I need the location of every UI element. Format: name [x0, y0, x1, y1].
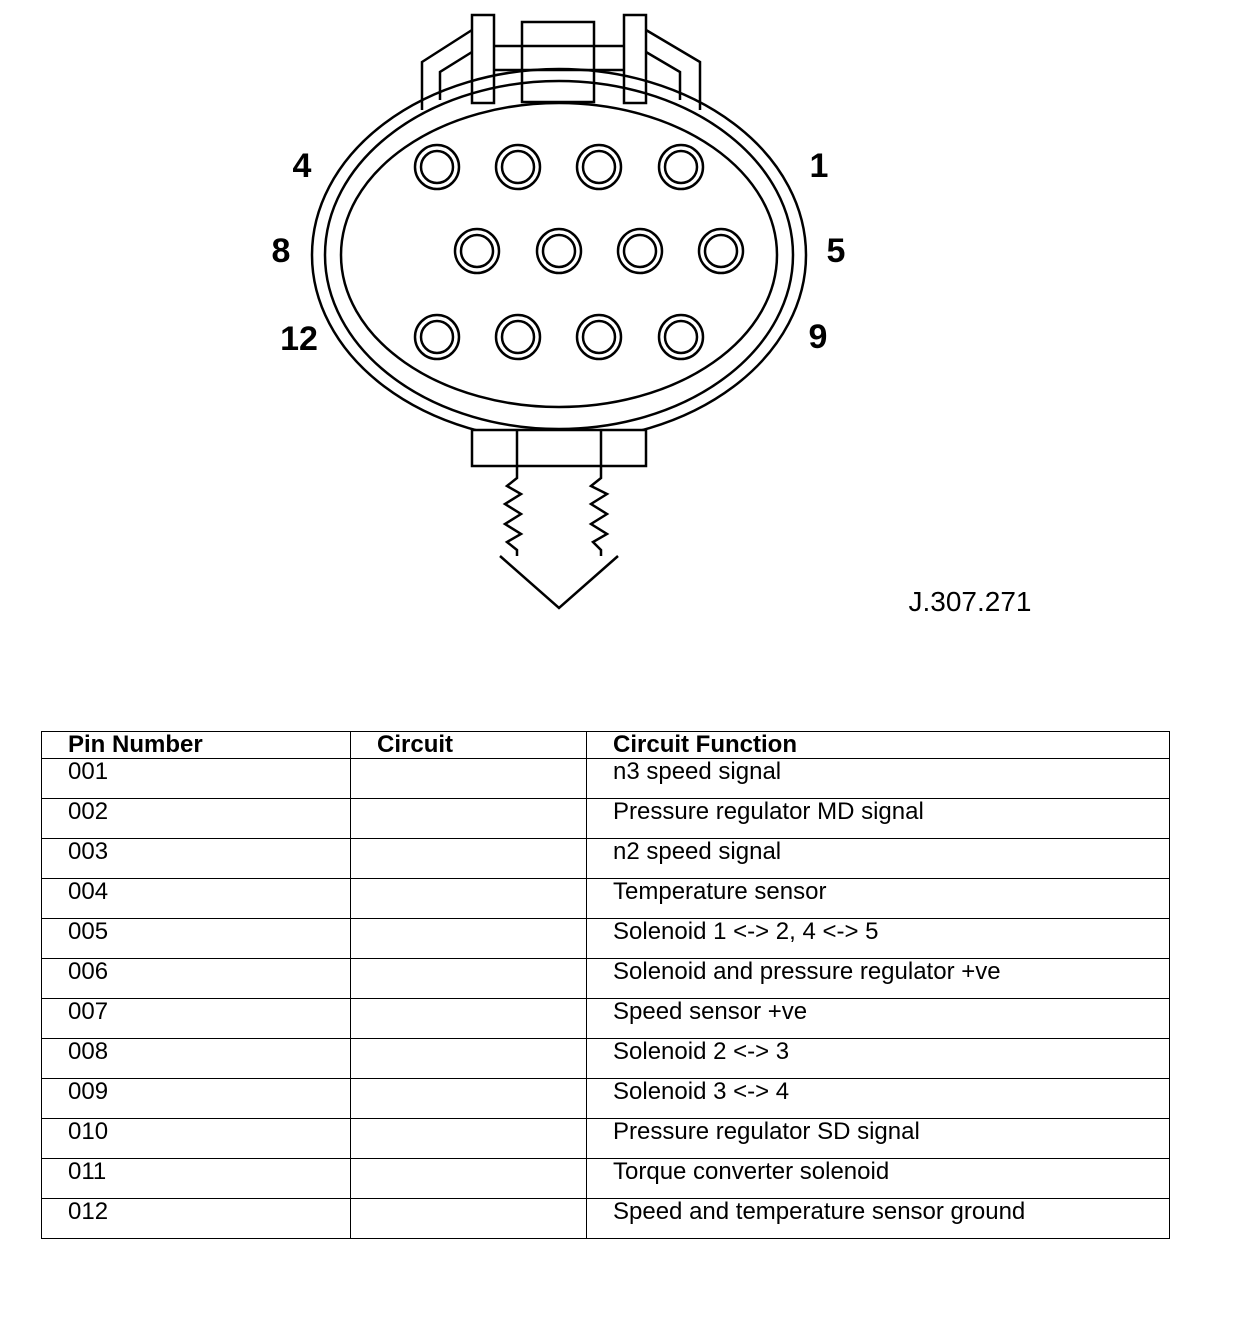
- cable-arrow: [500, 556, 618, 608]
- cable-boot: [472, 430, 646, 466]
- pin-number-cell: 010: [42, 1119, 351, 1159]
- pin-number-cell: 009: [42, 1079, 351, 1119]
- table-row: [42, 1199, 1170, 1239]
- pin-hole: [537, 229, 581, 273]
- housing-inner: [341, 103, 777, 407]
- circuit-cell: [351, 759, 587, 799]
- pin-label-4: 4: [292, 147, 312, 185]
- circuit-cell: [351, 1039, 587, 1079]
- header-circuit: Circuit: [351, 732, 587, 759]
- pin-number-cell: 004: [42, 879, 351, 919]
- wire-right: [591, 466, 607, 556]
- housing-outer: [312, 69, 806, 441]
- circuit-function-cell: Torque converter solenoid: [587, 1159, 1170, 1199]
- pin-hole: [455, 229, 499, 273]
- latch-left-wing: [422, 30, 472, 110]
- circuit-cell: [351, 879, 587, 919]
- table-row: [42, 959, 1170, 999]
- circuit-function-cell: Pressure regulator MD signal: [587, 799, 1170, 839]
- table-row: [42, 919, 1170, 959]
- wire-left: [505, 466, 521, 556]
- table-row: [42, 1079, 1170, 1119]
- pin-hole: [415, 315, 459, 359]
- table-row: [42, 839, 1170, 879]
- circuit-cell: [351, 1199, 587, 1239]
- pin-number-cell: 007: [42, 999, 351, 1039]
- circuit-function-cell: Solenoid 2 <-> 3: [587, 1039, 1170, 1079]
- housing-middle: [325, 81, 793, 429]
- pin-number-cell: 012: [42, 1199, 351, 1239]
- connector-body: [312, 15, 806, 608]
- pin-number-cell: 005: [42, 919, 351, 959]
- circuit-function-cell: Solenoid 1 <-> 2, 4 <-> 5: [587, 919, 1170, 959]
- header-pin-number: Pin Number: [42, 732, 351, 759]
- circuit-cell: [351, 959, 587, 999]
- circuit-function-cell: Solenoid and pressure regulator +ve: [587, 959, 1170, 999]
- pin-hole: [699, 229, 743, 273]
- pin-hole: [618, 229, 662, 273]
- table-row: [42, 879, 1170, 919]
- pin-hole: [659, 145, 703, 189]
- pin-number-cell: 011: [42, 1159, 351, 1199]
- pin-label-8: 8: [271, 232, 291, 270]
- pin-function-table: [41, 731, 1170, 1239]
- pin-number-cell: 006: [42, 959, 351, 999]
- pin-hole: [496, 315, 540, 359]
- circuit-cell: [351, 1159, 587, 1199]
- header-circuit-function: Circuit Function: [587, 732, 1170, 759]
- table-row: [42, 759, 1170, 799]
- circuit-cell: [351, 1119, 587, 1159]
- circuit-function-cell: Speed and temperature sensor ground: [587, 1199, 1170, 1239]
- pin-number-cell: 008: [42, 1039, 351, 1079]
- circuit-function-cell: Speed sensor +ve: [587, 999, 1170, 1039]
- pin-hole: [577, 145, 621, 189]
- table-body: [42, 759, 1170, 1239]
- pin-label-1: 1: [809, 147, 829, 185]
- circuit-function-cell: n3 speed signal: [587, 759, 1170, 799]
- latch-center-block: [522, 22, 594, 102]
- table-row: [42, 999, 1170, 1039]
- pin-label-5: 5: [826, 232, 846, 270]
- table-row: [42, 1159, 1170, 1199]
- pin-holes: [415, 145, 743, 359]
- reference-code: J.307.271: [908, 586, 1032, 617]
- circuit-cell: [351, 799, 587, 839]
- table-row: [42, 1119, 1170, 1159]
- pin-number-cell: 002: [42, 799, 351, 839]
- table-row: [42, 1039, 1170, 1079]
- circuit-cell: [351, 839, 587, 879]
- table-header-row: [42, 732, 1170, 759]
- circuit-cell: [351, 999, 587, 1039]
- pin-label-9: 9: [808, 318, 828, 356]
- pin-number-cell: 003: [42, 839, 351, 879]
- pin-hole: [659, 315, 703, 359]
- circuit-function-cell: n2 speed signal: [587, 839, 1170, 879]
- pin-number-cell: 001: [42, 759, 351, 799]
- pin-hole: [496, 145, 540, 189]
- circuit-function-cell: Solenoid 3 <-> 4: [587, 1079, 1170, 1119]
- circuit-cell: [351, 919, 587, 959]
- pin-hole: [577, 315, 621, 359]
- circuit-function-cell: Pressure regulator SD signal: [587, 1119, 1170, 1159]
- circuit-function-cell: Temperature sensor: [587, 879, 1170, 919]
- pin-label-12: 12: [280, 320, 318, 358]
- circuit-cell: [351, 1079, 587, 1119]
- table-row: [42, 799, 1170, 839]
- pin-hole: [415, 145, 459, 189]
